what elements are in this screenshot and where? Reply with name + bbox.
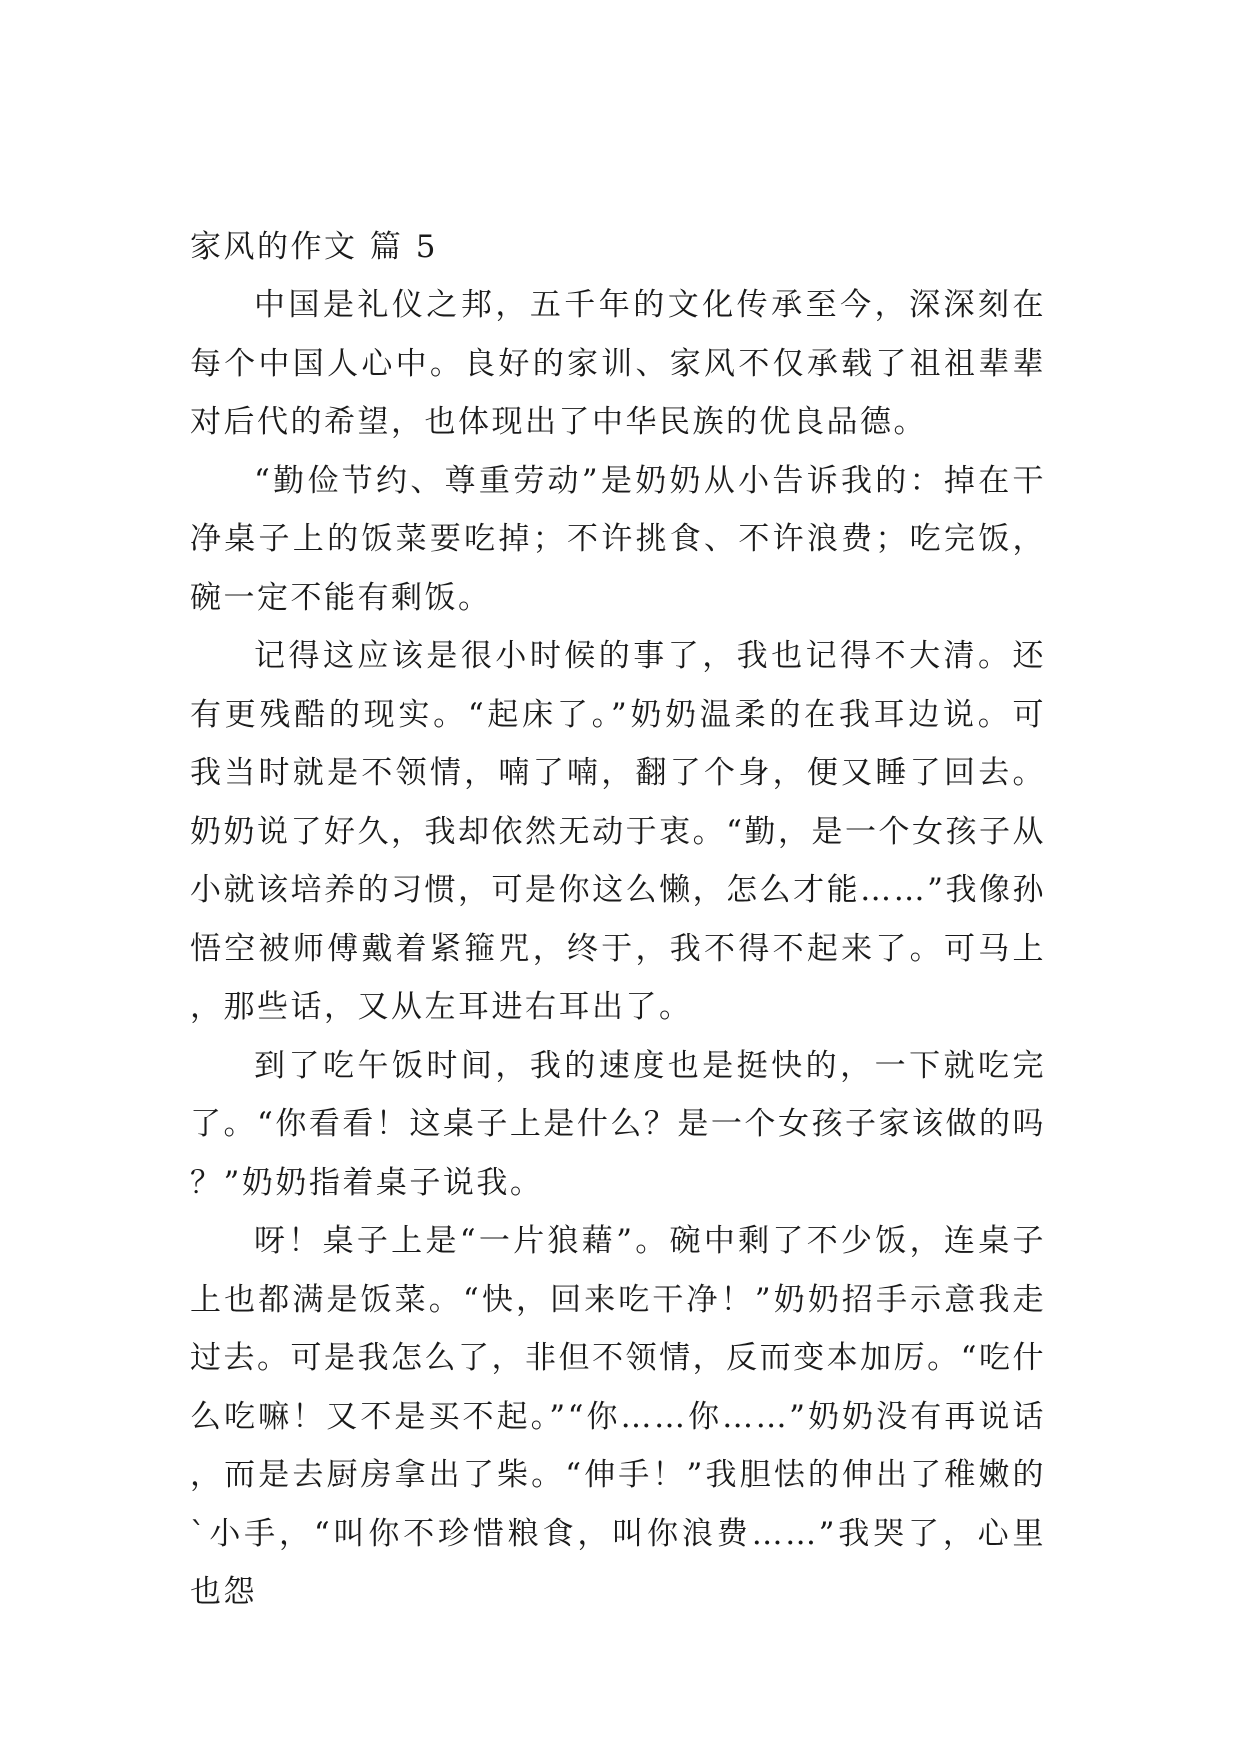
essay-paragraph-4: 到了吃午饭时间，我的速度也是挺快的，一下就吃完了。“你看看！这桌子上是什么？是一个女孩子家该做的吗？”奶奶指着桌子说我。 — [190, 1047, 1046, 1201]
essay-paragraph-5: 呀！桌子上是“一片狼藉”。碗中剩了不少饭，连桌子上也都满是饭菜。“快，回来吃干净！”奶奶招手示意我走过去。可是我怎么了，非但不领情，反而变本加厉。“吃什么吃嘛！又不是买不起。”“你……你……”奶奶没有再说话，而是去厨房拿出了柴。“伸手！”我胆怯的伸出了稚嫩的`小手，“叫你不珍惜粮食，叫你浪费……”我哭了，心里也怨 — [190, 1223, 1046, 1610]
essay-paragraph-1: 中国是礼仪之邦，五千年的文化传承至今，深深刻在每个中国人心中。良好的家训、家风不仅承载了祖祖辈辈对后代的希望，也体现出了中华民族的优良品德。 — [190, 287, 1046, 440]
essay-paragraph-3: 记得这应该是很小时候的事了，我也记得不大清。还有更残酷的现实。“起床了。”奶奶温柔的在我耳边说。可我当时就是不领情，喃了喃，翻了个身，便又睡了回去。奶奶说了好久，我却依然无动于衷。“勤，是一个女孩子从小就该培养的习惯，可是你这么懒，怎么才能……”我像孙悟空被师傅戴着紧箍咒，终于，我不得不起来了。可马上，那些话，又从左耳进右耳出了。 — [190, 638, 1046, 1025]
essay-paragraph-2: “勤俭节约、尊重劳动”是奶奶从小告诉我的：掉在干净桌子上的饭菜要吃掉；不许挑食、不许浪费；吃完饭，碗一定不能有剩饭。 — [190, 462, 1046, 616]
essay-body — [190, 218, 1046, 1622]
essay-title: 家风的作文 篇 5 — [190, 229, 438, 265]
